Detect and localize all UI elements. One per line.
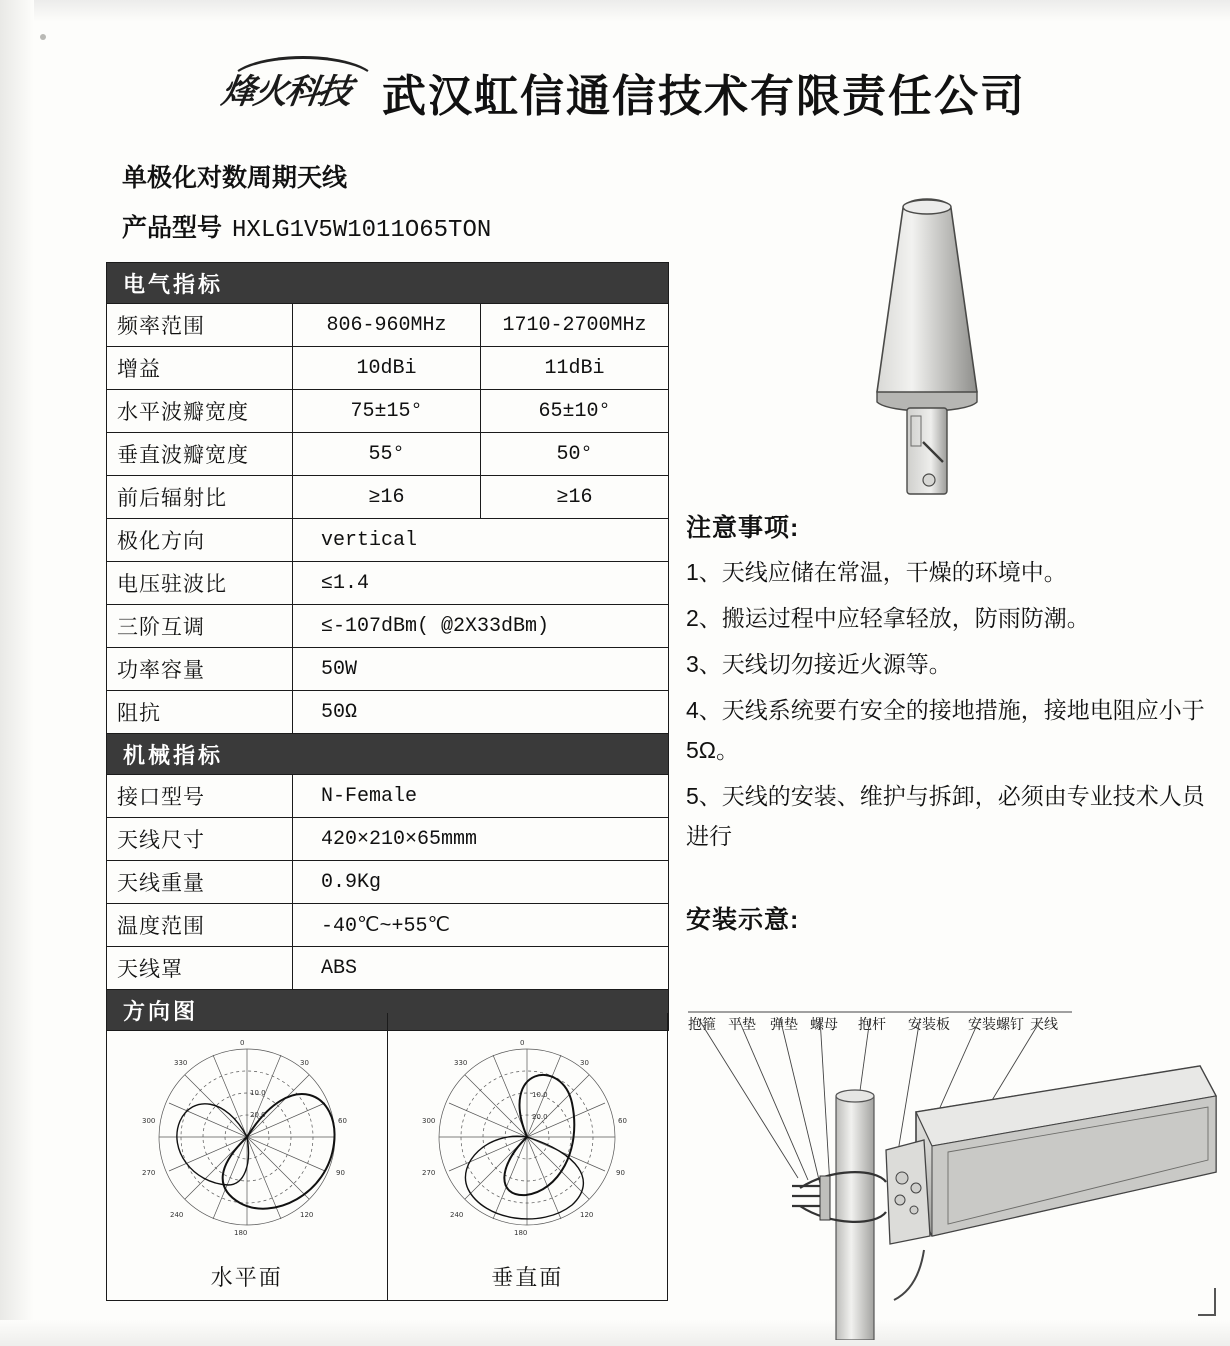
svg-text:330: 330 — [454, 1059, 468, 1067]
row-value-band2: 11dBi — [481, 347, 669, 390]
svg-text:10.0: 10.0 — [532, 1091, 548, 1099]
row-label: 接口型号 — [107, 775, 293, 818]
scan-edge-left — [0, 0, 34, 1346]
table-row — [107, 304, 669, 347]
installation-diagram — [680, 1000, 1228, 1340]
row-label: 频率范围 — [107, 304, 293, 347]
install-title: 安装示意: — [686, 906, 800, 934]
svg-text:240: 240 — [169, 1211, 184, 1219]
note-item: 2、搬运过程中应轻拿轻放，防雨防潮。 — [686, 605, 1090, 631]
callout-label: 抱箍 — [688, 1016, 716, 1032]
company-name: 武汉虹信通信技术有限责任公司 — [382, 71, 1026, 122]
row-value-band1: 806-960MHz — [293, 304, 481, 347]
svg-text:180: 180 — [514, 1229, 528, 1237]
svg-text:20.0: 20.0 — [249, 1111, 266, 1119]
section-title-electrical: 电气指标 — [107, 263, 669, 304]
notes-list — [686, 552, 1226, 862]
table-row — [107, 947, 669, 990]
horizontal-pattern-caption: 水平面 — [210, 1265, 283, 1290]
horizontal-pattern-plot — [122, 1025, 372, 1255]
row-label: 水平波瓣宽度 — [107, 390, 293, 433]
radome-top — [903, 200, 951, 214]
row-label: 温度范围 — [107, 904, 293, 947]
pattern-curve-main — [222, 1094, 334, 1209]
row-label: 天线重量 — [107, 861, 293, 904]
vertical-pattern-cell — [388, 1013, 668, 1300]
row-value: 0.9Kg — [293, 861, 669, 904]
scan-edge-top — [0, 0, 1230, 22]
callout-label: 抱杆 — [858, 1016, 886, 1032]
row-value-band2: 65±10° — [481, 390, 669, 433]
svg-text:90: 90 — [616, 1169, 626, 1177]
mounting-pole — [836, 1096, 874, 1340]
note-item: 4、天线系统要冇安全的接地措施，接地电阻应小于5Ω。 — [686, 697, 1205, 763]
svg-text:60: 60 — [618, 1117, 628, 1125]
row-label: 垂直波瓣宽度 — [107, 433, 293, 476]
row-label: 天线尺寸 — [107, 818, 293, 861]
svg-text:270: 270 — [422, 1169, 436, 1177]
model-label: 产品型号 — [122, 214, 223, 242]
row-label: 三阶互调 — [107, 605, 293, 648]
vertical-pattern-caption: 垂直面 — [491, 1265, 564, 1290]
page-title: 单极化对数周期天线 — [122, 164, 348, 192]
svg-text:300: 300 — [422, 1117, 436, 1125]
svg-text:0: 0 — [239, 1039, 245, 1047]
note-item: 5、天线的安装、维护与拆卸，必须由专业技术人员进行 — [686, 783, 1205, 849]
row-label: 天线罩 — [107, 947, 293, 990]
row-value-band1: 75±15° — [293, 390, 481, 433]
svg-text:330: 330 — [173, 1059, 188, 1067]
row-value: N-Female — [293, 775, 669, 818]
specification-table — [106, 262, 669, 1031]
row-value: ≤-107dBm( @2X33dBm) — [293, 605, 669, 648]
mounting-screw — [896, 1172, 908, 1184]
pole-top — [836, 1090, 874, 1102]
section-title-mechanical: 机械指标 — [107, 734, 669, 775]
radome-shape — [877, 199, 977, 403]
row-value: 420×210×65mmm — [293, 818, 669, 861]
mounting-screw — [895, 1195, 905, 1205]
table-row — [107, 519, 669, 562]
svg-text:120: 120 — [580, 1211, 594, 1219]
pattern-curve-secondary — [466, 1136, 584, 1219]
row-label: 电压驻波比 — [107, 562, 293, 605]
horizontal-pattern-cell — [107, 1013, 388, 1300]
row-label: 极化方向 — [107, 519, 293, 562]
table-row — [107, 562, 669, 605]
mounting-plate — [886, 1140, 930, 1244]
row-value-band2: ≥16 — [481, 476, 669, 519]
row-value: vertical — [293, 519, 669, 562]
row-value: -40℃~+55℃ — [293, 904, 669, 947]
row-value-band2: 1710-2700MHz — [481, 304, 669, 347]
antenna-product-photo — [845, 180, 1015, 510]
model-row — [122, 208, 491, 244]
table-row — [107, 775, 669, 818]
callout-label: 天线 — [1030, 1016, 1058, 1032]
row-label: 功率容量 — [107, 648, 293, 691]
table-row — [107, 691, 669, 734]
svg-text:20.0: 20.0 — [532, 1113, 548, 1121]
clamp-nut-block — [820, 1176, 830, 1220]
mounting-screw — [910, 1206, 918, 1214]
table-row — [107, 818, 669, 861]
table-row — [107, 347, 669, 390]
table-row — [107, 476, 669, 519]
callout-label: 弹垫 — [770, 1016, 798, 1032]
row-label: 前后辐射比 — [107, 476, 293, 519]
section-title-patterns: 方向图 — [107, 990, 669, 1031]
table-row — [107, 904, 669, 947]
svg-text:0: 0 — [520, 1039, 525, 1047]
connector-port — [923, 474, 935, 486]
pattern-curve-secondary — [177, 1104, 249, 1185]
svg-text:300: 300 — [141, 1117, 156, 1125]
svg-text:90: 90 — [335, 1169, 345, 1177]
section-header-mechanical — [107, 734, 669, 775]
svg-text:240: 240 — [450, 1211, 464, 1219]
table-row — [107, 605, 669, 648]
svg-text:120: 120 — [299, 1211, 314, 1219]
svg-text:180: 180 — [233, 1229, 248, 1237]
row-value: 50Ω — [293, 691, 669, 734]
note-item: 1、天线应储在常温，干燥的环境中。 — [686, 559, 1067, 585]
row-label: 增益 — [107, 347, 293, 390]
callout-label: 安装螺钉 — [968, 1016, 1024, 1032]
mounting-screw — [911, 1183, 921, 1193]
svg-text:30: 30 — [580, 1059, 590, 1067]
row-value: 50W — [293, 648, 669, 691]
callout-label: 螺母 — [810, 1016, 838, 1032]
document-header — [0, 30, 1230, 120]
svg-text:270: 270 — [141, 1169, 156, 1177]
radiation-pattern-box — [106, 1013, 668, 1301]
table-row — [107, 861, 669, 904]
row-value-band1: 10dBi — [293, 347, 481, 390]
callout-label: 安装板 — [908, 1016, 950, 1032]
note-item: 3、天线切勿接近火源等。 — [686, 651, 952, 677]
table-row — [107, 390, 669, 433]
callout-label: 平垫 — [728, 1016, 756, 1032]
row-value: ≤1.4 — [293, 562, 669, 605]
notes-title: 注意事项: — [686, 514, 800, 542]
model-value: HXLG1V5W1011O65TON — [232, 217, 492, 244]
row-label: 阻抗 — [107, 691, 293, 734]
svg-text:30: 30 — [299, 1059, 309, 1067]
svg-text:60: 60 — [337, 1117, 347, 1125]
svg-text:10.0: 10.0 — [249, 1089, 266, 1097]
row-value-band2: 50° — [481, 433, 669, 476]
company-logo: 烽火科技 — [219, 74, 353, 111]
vertical-pattern-plot — [402, 1025, 652, 1255]
table-row — [107, 433, 669, 476]
row-value-band1: ≥16 — [293, 476, 481, 519]
section-header-electrical — [107, 263, 669, 304]
antenna-cable — [894, 1250, 924, 1300]
row-value: ABS — [293, 947, 669, 990]
table-row — [107, 648, 669, 691]
row-value-band1: 55° — [293, 433, 481, 476]
